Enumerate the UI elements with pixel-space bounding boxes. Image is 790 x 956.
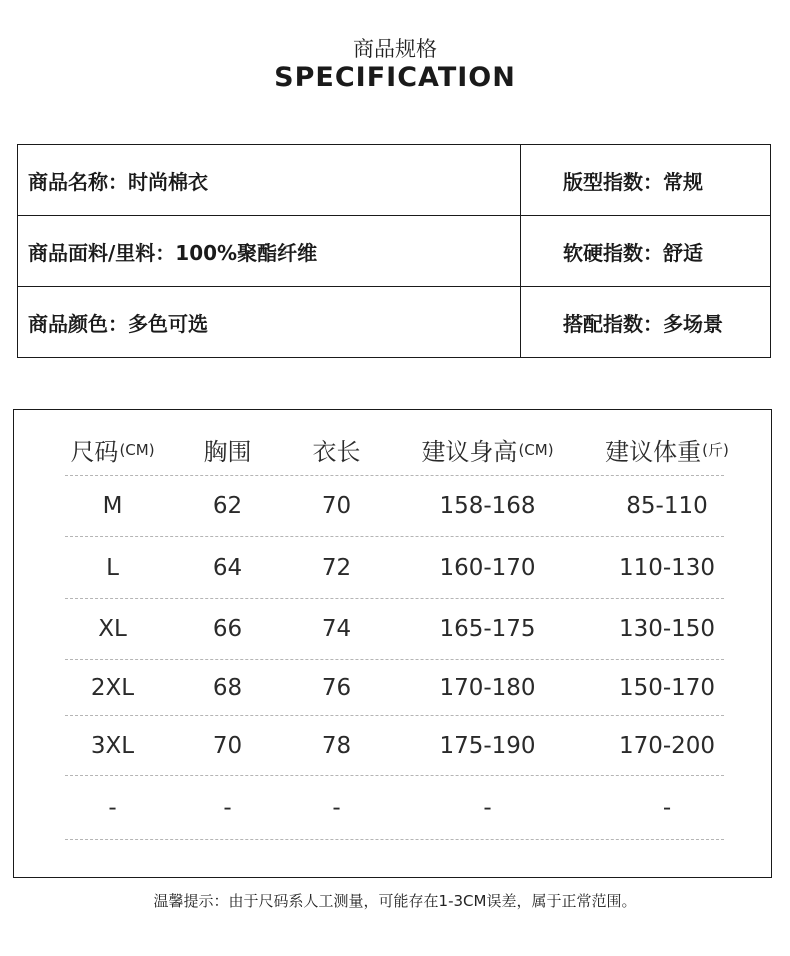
chest-value: 68 — [212, 674, 243, 701]
length-value: 74 — [321, 616, 352, 642]
weight-value: 85-110 — [626, 493, 708, 519]
table-row — [65, 660, 724, 716]
fit-index: 版型指数：常规 — [563, 169, 703, 194]
table-row — [65, 537, 724, 599]
table-row — [65, 476, 724, 537]
info-row — [18, 145, 770, 216]
weight-value: 110-130 — [618, 554, 716, 581]
table-row — [65, 599, 724, 660]
length-value: 78 — [321, 732, 352, 759]
product-color: 商品颜色：多色可选 — [18, 287, 521, 357]
chest-value: - — [223, 794, 232, 821]
length-value: 72 — [321, 554, 352, 581]
length-value: 70 — [321, 493, 352, 519]
weight-value: 130-150 — [618, 616, 716, 642]
chest-value: 64 — [212, 554, 243, 581]
page-title-cn: 商品规格 — [353, 37, 437, 61]
product-fabric: 商品面料/里料：100%聚酯纤维 — [18, 216, 521, 286]
length-value: - — [332, 794, 341, 821]
size-table-header — [65, 424, 729, 476]
column-header-height: 建议身高 (CM) — [421, 438, 554, 466]
product-name: 商品名称：时尚棉衣 — [18, 145, 521, 215]
size-value: L — [106, 554, 119, 581]
size-value: - — [108, 794, 117, 821]
chest-value: 62 — [212, 493, 243, 519]
product-info-table — [17, 144, 771, 358]
height-value: 160-170 — [439, 554, 536, 581]
size-chart — [13, 409, 772, 878]
info-row — [18, 287, 770, 357]
weight-value: 170-200 — [618, 732, 716, 759]
chest-value: 70 — [212, 732, 243, 759]
size-value: XL — [98, 616, 127, 642]
weight-value: - — [662, 794, 672, 821]
softness-index: 软硬指数：舒适 — [563, 240, 703, 265]
weight-value: 150-170 — [618, 674, 716, 701]
size-value: M — [102, 493, 123, 519]
column-header-weight: 建议体重 (斤) — [605, 438, 729, 466]
height-value: 158-168 — [439, 493, 536, 519]
measurement-note: 温馨提示：由于尺码系人工测量，可能存在1-3CM误差，属于正常范围。 — [153, 892, 637, 910]
matching-index: 搭配指数：多场景 — [563, 311, 723, 336]
size-value: 2XL — [90, 674, 135, 701]
height-value: 165-175 — [439, 616, 536, 642]
size-value: 3XL — [90, 732, 135, 759]
column-header-size: 尺码 (CM) — [70, 438, 155, 466]
info-row — [18, 216, 770, 287]
height-value: 175-190 — [439, 732, 536, 759]
height-value: 170-180 — [439, 674, 536, 701]
page-title-en: SPECIFICATION — [274, 62, 516, 93]
column-header-chest: 胸围 — [203, 438, 252, 466]
column-header-length: 衣长 — [312, 438, 361, 466]
height-value: - — [483, 794, 492, 821]
chest-value: 66 — [212, 616, 243, 642]
table-row — [65, 716, 724, 776]
table-row — [65, 776, 724, 840]
length-value: 76 — [321, 674, 352, 701]
